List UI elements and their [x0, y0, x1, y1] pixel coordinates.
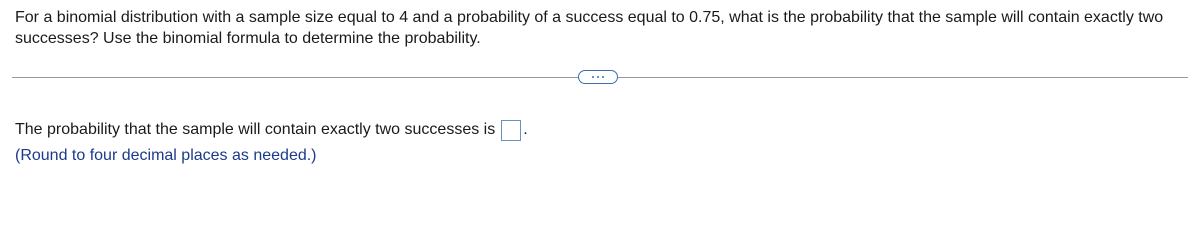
ellipsis-icon	[602, 76, 604, 78]
answer-suffix: .	[523, 121, 528, 138]
more-options-button[interactable]	[578, 70, 618, 84]
answer-line	[15, 119, 528, 141]
question-text: For a binomial distribution with a sample size equal to 4 and a probability of a success equal to 0.75, what is the probability that the sample will contain exactly two successes? Use the binomial formula to determine the probability.	[15, 9, 1164, 47]
answer-input[interactable]	[501, 120, 521, 141]
answer-prompt: The probability that the sample will contain exactly two successes is	[15, 121, 496, 138]
ellipsis-icon	[597, 76, 599, 78]
ellipsis-icon	[592, 76, 594, 78]
rounding-hint: (Round to four decimal places as needed.)	[15, 147, 317, 164]
